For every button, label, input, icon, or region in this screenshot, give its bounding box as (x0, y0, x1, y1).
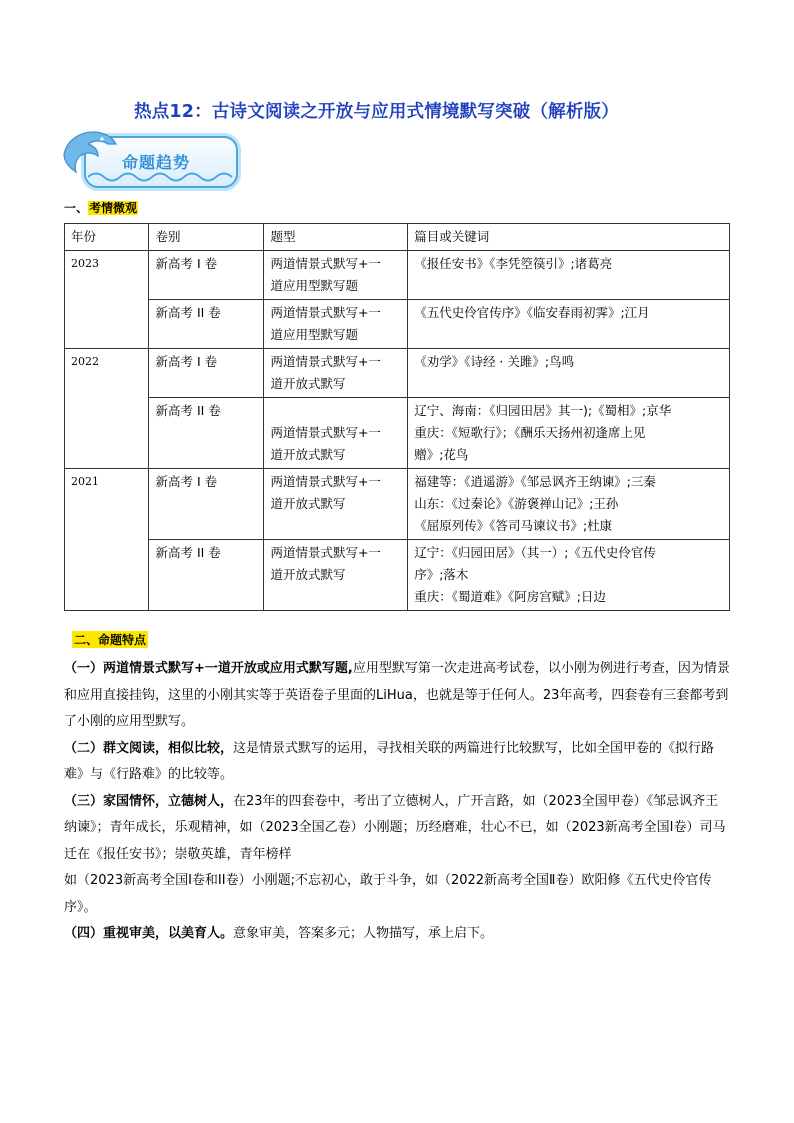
paragraph (64, 656, 730, 736)
keywords-cell (408, 398, 730, 469)
keyword-line: 重庆：《短歌行》；《酬乐天扬州初逢席上见 (414, 425, 646, 440)
keyword-line: 序》;落木 (414, 567, 469, 582)
type-cell (264, 398, 408, 469)
banner-label: 命题趋势 (122, 153, 191, 172)
keyword-line: 重庆：《蜀道难》《阿房宫赋》;日边 (414, 589, 606, 604)
paragraph-text: 应用型默写第一次走进高考试卷，以小刚为例进行考查，因为情景和应用直接挂钩，这里的小刚其实等于英语卷子里面的LiHua，也就是等于任何人。23年高考，四套卷有三套都考到了小刚的应用型默写。 (64, 661, 730, 729)
header-type: 题型 (264, 224, 408, 251)
paragraph-text: 意象审美，答案多元；人物描写，承上启下。 (233, 926, 494, 941)
keywords-cell (408, 251, 730, 300)
type-cell (264, 349, 408, 398)
paragraph-lead: （三）家国情怀，立德树人， (64, 793, 234, 809)
paragraph-text: 这是情景式默写的运用，寻找相关联的两篇进行比较默写，比如全国甲卷的《拟行路难》与《行路难》的比较等。 (64, 740, 715, 782)
type-line: 两道情景式默写+一 (270, 545, 381, 560)
paragraph-lead: （二）群文阅读，相似比较， (64, 740, 234, 756)
type-line: 两道情景式默写+一 (270, 425, 381, 440)
keyword-line: 福建等：《逍遥游》《邹忌讽齐王纳谏》;三秦 (414, 474, 656, 489)
keyword-line: 赠》;花鸟 (414, 447, 469, 462)
type-cell (264, 540, 408, 611)
paragraph-lead: （一）两道情景式默写+一道开放或应用式默写题, (64, 661, 353, 676)
section-2-heading: 二、命题特点 (74, 633, 147, 647)
header-paper: 卷别 (149, 224, 264, 251)
section-1-number: 一、 (64, 201, 89, 215)
keyword-line: 辽宁：《归园田居》（其一）;《五代史伶官传 (414, 545, 656, 560)
keyword-line: 山东：《过秦论》《游褒禅山记》;王孙 (414, 496, 619, 511)
keyword-line: 《五代史伶官传序》《临安春雨初霁》;江月 (414, 305, 650, 320)
keyword-line: 《屈原列传》《答司马谏议书》;杜康 (414, 518, 613, 533)
type-line: 两道情景式默写+一 (270, 256, 381, 271)
type-cell (264, 300, 408, 349)
type-line (270, 400, 401, 422)
paragraph (64, 868, 730, 921)
page-title: 热点12：古诗文阅读之开放与应用式情境默写突破（解析版） (134, 102, 619, 122)
year-cell: 2022 (65, 349, 149, 469)
paragraph-lead: （四）重视审美，以美育人。 (64, 926, 234, 941)
type-line: 两道情景式默写+一 (270, 305, 381, 320)
paragraph (64, 921, 730, 948)
keywords-cell (408, 349, 730, 398)
table-row (65, 540, 730, 611)
table-row (65, 398, 730, 469)
exam-table (64, 223, 730, 611)
type-line: 道应用型默写题 (270, 278, 358, 293)
header-keywords: 篇目或关键词 (408, 224, 730, 251)
section-1-heading (64, 199, 138, 216)
table-header-row (65, 224, 730, 251)
type-line: 道开放式默写 (270, 496, 346, 511)
type-line: 道开放式默写 (270, 376, 346, 391)
type-line: 道开放式默写 (270, 567, 346, 582)
dolphin-icon (58, 124, 120, 176)
paper-cell: 新高考 II 卷 (149, 540, 264, 611)
section-1-label: 考情微观 (89, 201, 138, 215)
keywords-cell (408, 300, 730, 349)
table-row (65, 469, 730, 540)
body-text (64, 656, 730, 948)
year-cell: 2021 (65, 469, 149, 611)
paper-cell: 新高考 I 卷 (149, 469, 264, 540)
paper-cell: 新高考 II 卷 (149, 300, 264, 349)
keyword-line: 《劝学》《诗经 · 关雎》;鸟鸣 (414, 354, 575, 369)
type-line: 两道情景式默写+一 (270, 474, 381, 489)
paragraph-text: 如（2023新高考全国Ⅰ卷和II卷）小刚题;不忘初心，敢于斗争，如（2022新高考全国Ⅱ卷）欧阳修《五代史伶官传序》。 (64, 873, 712, 915)
table-row (65, 349, 730, 398)
keyword-line: 辽宁、海南：《归园田居》其一);《蜀相》;京华 (414, 403, 672, 418)
keyword-line: 《报任安书》《李凭箜篌引》;诸葛亮 (414, 256, 613, 271)
type-cell (264, 251, 408, 300)
paper-cell: 新高考 I 卷 (149, 349, 264, 398)
paper-cell: 新高考 II 卷 (149, 398, 264, 469)
type-line: 道开放式默写 (270, 447, 346, 462)
type-line: 两道情景式默写+一 (270, 354, 381, 369)
paragraph-text: 在23年的四套卷中，考出了立德树人，广开言路，如（2023全国甲卷）《邹忌讽齐王纳谏》；青年成长，乐观精神，如（2023全国乙卷）小刚题；历经磨难，壮心不已，如（2023新高考全国Ⅰ卷）司马迁在《报任安书》；崇敬英雄，青年榜样 (64, 793, 726, 862)
header-year: 年份 (65, 224, 149, 251)
table-row (65, 251, 730, 300)
type-cell (264, 469, 408, 540)
paragraph (64, 736, 730, 789)
table-row (65, 300, 730, 349)
type-line: 道应用型默写题 (270, 327, 358, 342)
keywords-cell (408, 469, 730, 540)
keywords-cell (408, 540, 730, 611)
paragraph (64, 789, 730, 869)
banner (58, 124, 242, 190)
year-cell: 2023 (65, 251, 149, 349)
paper-cell: 新高考 I 卷 (149, 251, 264, 300)
